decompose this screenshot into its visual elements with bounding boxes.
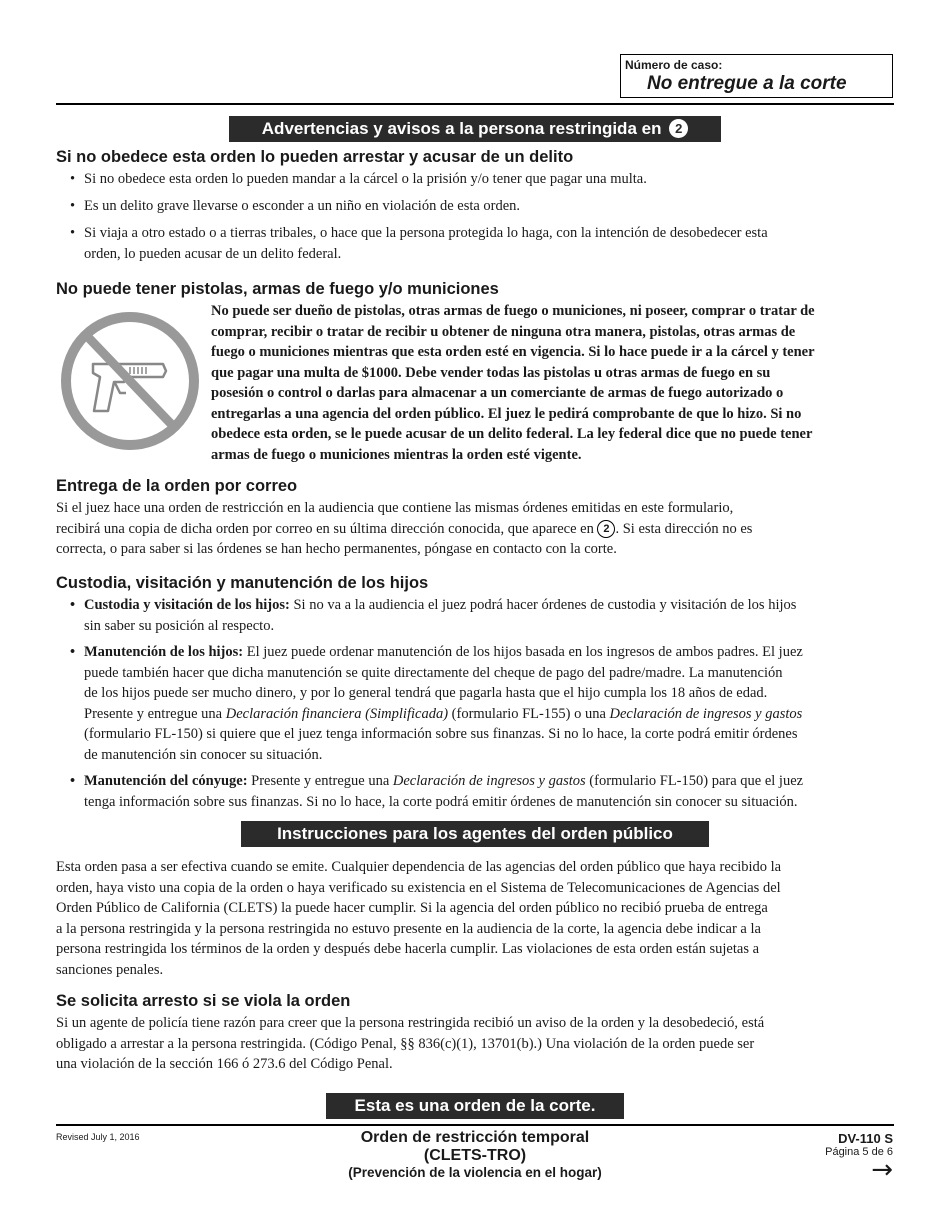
bottom-divider <box>56 1124 894 1126</box>
warnings-banner <box>229 116 721 142</box>
arrest-required-heading: Se solicita arresto si se viola la orden <box>56 992 351 1010</box>
custody-bullet-3: • Manutención del cónyuge: Presente y entregue una Declaración de ingresos y gastos (formulario FL-150) para que el juez tenga información sobre sus finanzas. Si no lo hace, la corte podrá emitir órdenes de manutención sin conocer su situación. <box>70 773 804 810</box>
case-number-box <box>620 54 893 98</box>
law-enforcement-text: Esta orden pasa a ser efectiva cuando se emite. Cualquier dependencia de las agencias del orden público que haya recibido la orden, haya visto una copia de la orden o haya verificado su existencia en el Sistema de Telecomunicaciones de Agencias del Orden Público de California (CLETS) la puede hacer cumplir. Si la agencia del orden público no recibió prueba de entrega a la persona restringida y la persona restringida no estuvo presente en la audiencia de la corte, la agencia debe indicar a la persona restringida los términos de la orden y después debe hacerla cumplir. Las violaciones de esta orden están sujetas a sanciones penales. <box>56 859 782 978</box>
next-page-arrow-icon: → <box>871 1155 893 1185</box>
form-id: DV-110 S <box>838 1131 893 1146</box>
mail-text: Si el juez hace una orden de restricción en la audiencia que contiene las mismas órdenes emitidas en este formulario, recibirá una copia de dicha orden por correo en su última dirección conocida, que aparece en 2 . Si esta dirección no es correcta, o para saber si las órdenes se han hecho permanentes, póngase en contacto con la corte. <box>56 500 753 557</box>
form-subtitle: (CLETS-TRO) <box>423 1147 527 1164</box>
form-subtitle-2: (Prevención de la violencia en el hogar) <box>348 1165 602 1180</box>
case-number-value: No entregue a la corte <box>647 73 847 94</box>
fl155-form-title: Declaración financiera (Simplificada) <box>225 705 449 722</box>
warnings-banner-text: Advertencias y avisos a la persona restringida en <box>261 119 662 138</box>
court-order-banner: Esta es una orden de la corte. <box>326 1093 624 1119</box>
page-number: Página 5 de 6 <box>825 1146 893 1158</box>
custody-heading: Custodia, visitación y manutención de los hijos <box>56 574 429 592</box>
custody-bullet-1: • Custodia y visitación de los hijos: Si no va a la audiencia el juez podrá hacer órdenes de custodia y visitación de los hijos sin saber su posición al respecto. <box>70 597 797 634</box>
firearms-heading: No puede tener pistolas, armas de fuego y/o municiones <box>56 280 499 298</box>
mail-heading: Entrega de la orden por correo <box>56 477 298 495</box>
item-2-badge: 2 <box>669 119 688 138</box>
arrest-bullet-2: • Es un delito grave llevarse o esconder a un niño en violación de esta orden. <box>70 198 521 214</box>
law-enforcement-banner: Instrucciones para los agentes del orden público <box>241 821 709 847</box>
fl150-form-title: Declaración de ingresos y gastos <box>609 705 803 722</box>
top-divider <box>56 103 894 105</box>
arrest-bullet-1: • Si no obedece esta orden lo pueden mandar a la cárcel o la prisión y/o tener que pagar una multa. <box>70 171 647 187</box>
arrest-bullet-3: • Si viaja a otro estado o a tierras tribales, o hace que la persona protegida lo haga, con la intención de desobedecer esta orden, lo pueden acusar de un delito federal. <box>70 225 768 262</box>
arrest-required-text: Si un agente de policía tiene razón para creer que la persona restringida recibió un aviso de la orden y la desobedeció, está obligado a arrestar a la persona restringida. (Código Penal, §§ 836(c)(1), 13701(b).) Una violación de la orden puede ser una violación de la sección 166 ó 273.6 del Código Penal. <box>56 1015 765 1072</box>
no-guns-icon <box>60 311 200 451</box>
case-number-label: Número de caso: <box>625 58 723 72</box>
custody-bullet-2: • Manutención de los hijos: El juez puede ordenar manutención de los hijos basada en los ingresos de ambos padres. El juez puede también hacer que dicha manutención se quite directamente del cheque de pago del padre/madre. La manutención de los hijos puede ser mucho dinero, y por lo general tendrá que pagarla hasta que el hijo cumpla los 18 años de edad. Presente y entregue una Declaración financiera (Simplificada) (formulario FL-155) o una Declaración de ingresos y gastos (formulario FL-150) si quiere que el juez tenga información sobre sus finanzas. Si no lo hace, la corte podrá emitir órdenes de manutención sin conocer su situación. <box>70 644 803 763</box>
arrest-heading: Si no obedece esta orden lo pueden arrestar y acusar de un delito <box>56 148 574 166</box>
form-title: Orden de restricción temporal <box>360 1129 590 1146</box>
item-2-inline-badge: 2 <box>597 520 615 538</box>
revised-date: Revised July 1, 2016 <box>56 1132 140 1142</box>
firearms-text: No puede ser dueño de pistolas, otras armas de fuego o municiones, ni poseer, comprar o tratar de comprar, recibir o tratar de recibir u obtener de ninguna otra manera, pistolas, otras armas de fuego o municiones mientras que esta orden esté en vigencia. Si lo hace puede ir a la cárcel y tener que pagar una multa de $1000. Debe vender todas las pistolas u otras armas de fuego en su posesión o control o darlas para almacenar a un comerciante de armas de fuego autorizado o entregarlas a una agencia del orden público. El juez le pedirá comprobante de que lo hizo. Si no obedece esta orden, se le puede acusar de un delito federal. La ley federal dice que no puede tener armas de fuego o municiones mientras la orden esté vigente. <box>211 303 815 463</box>
